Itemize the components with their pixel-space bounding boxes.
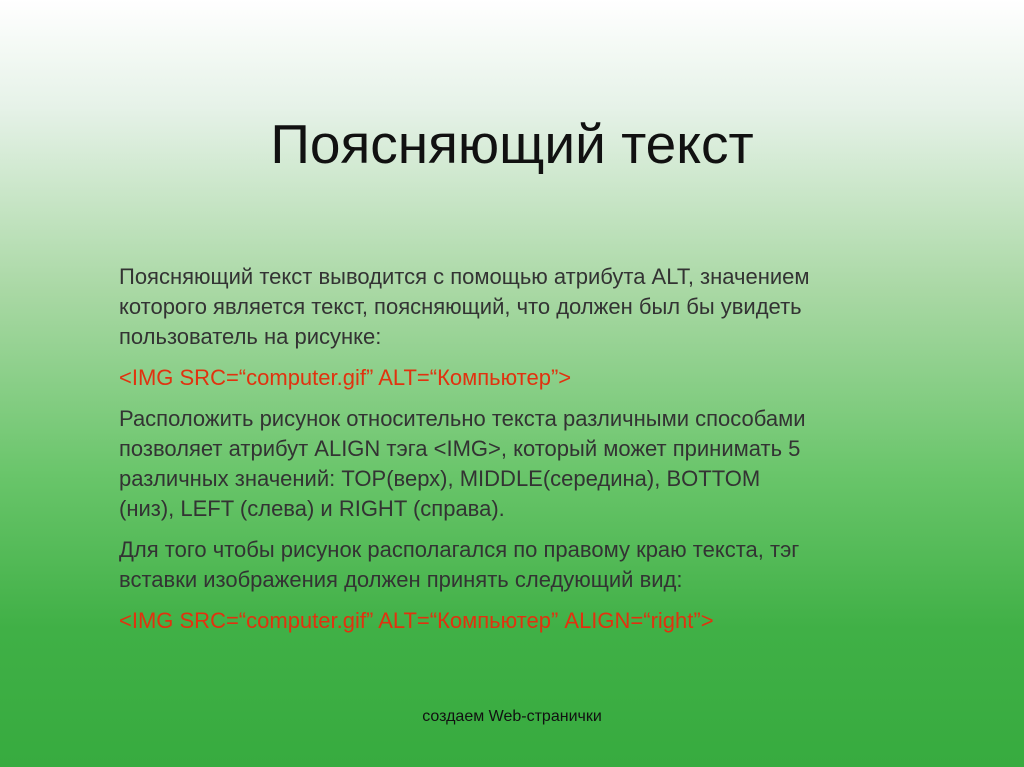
- slide-footer: создаем Web-странички: [422, 708, 602, 725]
- slide-body: [119, 262, 919, 647]
- align-description-paragraph: Расположить рисунок относительно текста различными способами позволяет атрибут ALIGN тэга <IMG>, который может принимать 5 различных значений: TOP(верх), MIDDLE(середина), BOTTOM (низ), LEFT (слева) и RIGHT (справа).: [119, 406, 806, 521]
- align-code-example: <IMG SRC=“computer.gif” ALT=“Компьютер” ALIGN=“right”>: [119, 608, 714, 633]
- alt-description-paragraph: Поясняющий текст выводится с помощью атрибута ALT, значением которого является текст, поясняющий, что должен был бы увидеть пользователь на рисунке:: [119, 264, 810, 349]
- right-align-description-paragraph: Для того чтобы рисунок располагался по правому краю текста, тэг вставки изображения должен принять следующий вид:: [119, 537, 800, 592]
- slide-title: Поясняющий текст: [270, 113, 754, 175]
- alt-code-example: <IMG SRC=“computer.gif” ALT=“Компьютер”>: [119, 365, 572, 390]
